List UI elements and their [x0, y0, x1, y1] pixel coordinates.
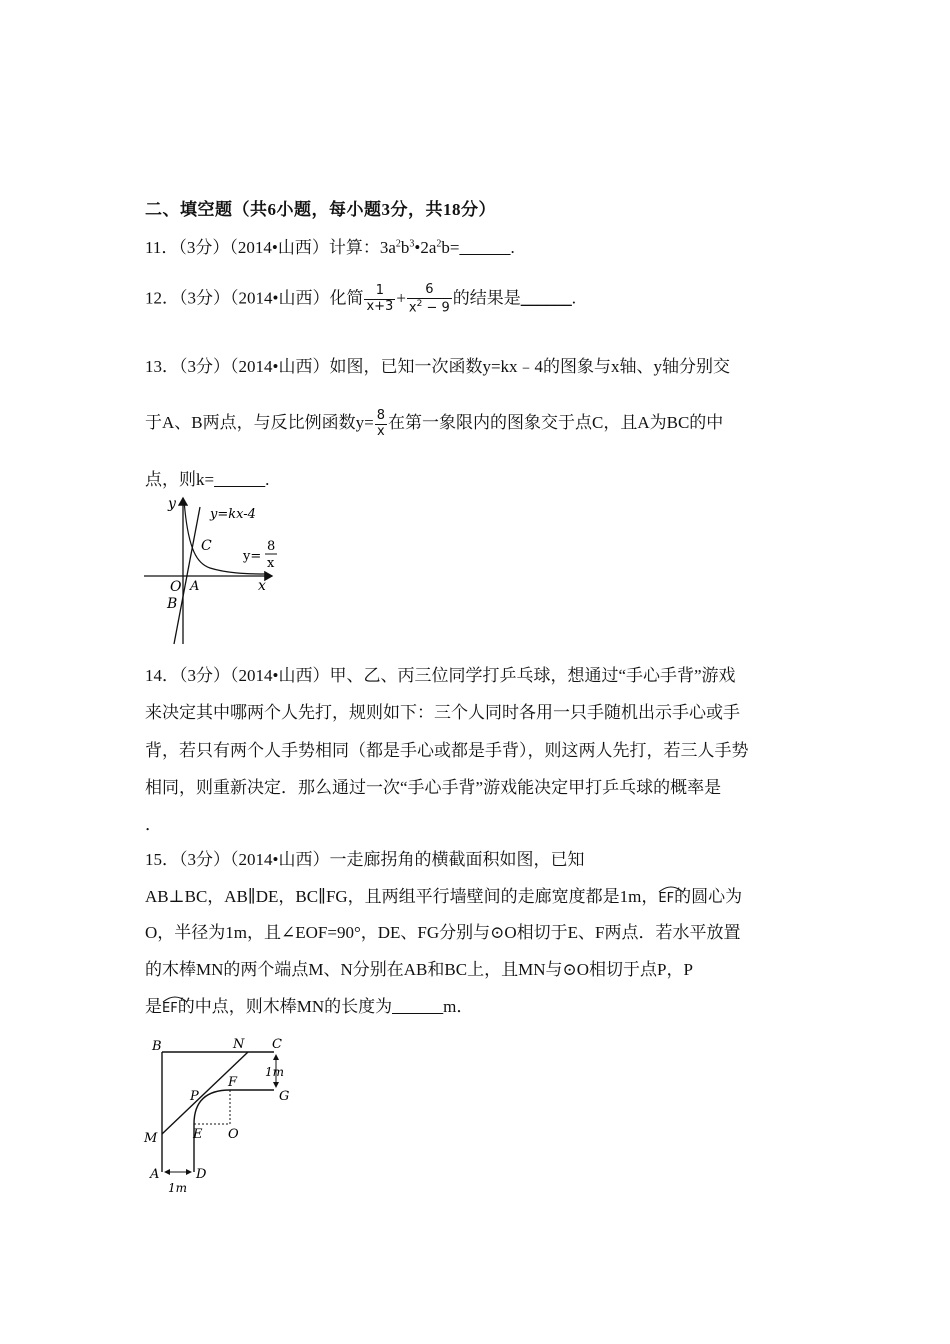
- point-b-label: B: [167, 596, 178, 612]
- question-14-line-5: ．: [145, 815, 162, 834]
- answer-blank: ______: [214, 470, 266, 489]
- q13-graph-figure: [140, 492, 290, 652]
- label-1m-bottom: 1m: [168, 1181, 188, 1195]
- question-14-line-4: 相同，则重新决定．那么通过一次“手心手背”游戏能决定甲打乒乓球的概率是: [145, 778, 722, 797]
- question-13-line-3: 点，则k=______.: [145, 470, 270, 489]
- question-14-line-1: 14．（3分）（2014•山西）甲、乙、丙三位同学打乒乓球，想通过“手心手背”游戏: [145, 666, 736, 685]
- label-d: D: [196, 1167, 207, 1182]
- fraction-8-over-x: $\frac{8}{x}$: [376, 407, 385, 439]
- x-axis-label: x: [258, 578, 266, 594]
- section-title: 二、填空题（共6小题，每小题3分，共18分）: [145, 200, 496, 219]
- label-m: M: [144, 1131, 158, 1146]
- label-n: N: [233, 1037, 245, 1052]
- question-15-line-4: 的木棒MN的两个端点M、N分别在AB和BC上，且MN与⊙O相切于点P，P: [145, 960, 693, 979]
- arc-ef: [194, 1090, 230, 1124]
- answer-blank: ______: [520, 288, 572, 308]
- point-c-label: C: [201, 538, 212, 554]
- label-f: F: [228, 1075, 238, 1090]
- y-axis-label: y: [168, 496, 176, 512]
- question-15-line-3: O，半径为1m，且∠EOF=90°，DE、FG分别与⊙O相切于E、F两点．若水平放置: [145, 923, 741, 942]
- label-b: B: [152, 1039, 162, 1054]
- question-15-line-5: 是 EF的中点，则木棒MN的长度为______m．: [145, 997, 474, 1016]
- question-14-line-2: 来决定其中哪两个人先打，规则如下：三个人同时各用一只手随机出示手心或手: [145, 703, 740, 722]
- question-13-line-1: 13．（3分）（2014•山西）如图，已知一次函数y=kx﹣4的图象与x轴、y轴分别交: [145, 357, 731, 376]
- question-14-line-3: 背，若只有两个人手势相同（都是手心或都是手背），则这两人先打，若三人手势: [145, 741, 749, 760]
- label-1m-right: 1m: [265, 1065, 285, 1079]
- label-o: O: [228, 1127, 239, 1142]
- curve-label: y=: [243, 549, 262, 564]
- arc-ef-symbol: EF: [658, 887, 674, 906]
- question-13-line-2: 于A、B两点，与反比例函数y= $\frac{8}{x}$ 在第一象限内的图象交于点C，且A为BC的中: [145, 407, 724, 439]
- label-c: C: [272, 1037, 282, 1052]
- line-label: y=kx-4: [210, 507, 256, 522]
- label-g: G: [279, 1089, 290, 1104]
- answer-blank: ______: [392, 997, 444, 1016]
- point-a-label: A: [190, 579, 200, 594]
- fraction-1: $\frac{1}{x+3}$: [366, 283, 394, 315]
- question-15-line-2: AB⊥BC，AB∥DE，BC∥FG，且两组平行墙壁间的走廊宽度都是1m， EF的圆心为: [145, 887, 743, 906]
- curve-label-num: 8: [267, 539, 276, 554]
- stick-mn: [162, 1052, 248, 1134]
- curve-label-den: x: [267, 556, 275, 571]
- question-11: 11．（3分）（2014•山西）计算：$3a^2b^3•2a^2b=\_\_\_\_\_\_$.: [145, 238, 515, 257]
- label-p: P: [190, 1089, 199, 1104]
- q15-corridor-figure: [140, 1030, 310, 1200]
- fraction-2: $\frac{6}{x^2 - 9}$: [408, 282, 450, 316]
- question-15-line-1: 15．（3分）（2014•山西）一走廊拐角的横截面积如图，已知: [145, 850, 585, 869]
- question-12: 12．（3分）（2014•山西）化简 $\frac{1}{x+3}$ + $\frac{6}{x^2 - 9}$ 的结果是______.: [145, 282, 577, 316]
- label-a: A: [150, 1167, 160, 1182]
- arc-ef-symbol: EF: [162, 997, 178, 1016]
- label-e: E: [193, 1127, 203, 1142]
- answer-blank: ______: [459, 238, 511, 257]
- origin-label: O: [170, 579, 182, 595]
